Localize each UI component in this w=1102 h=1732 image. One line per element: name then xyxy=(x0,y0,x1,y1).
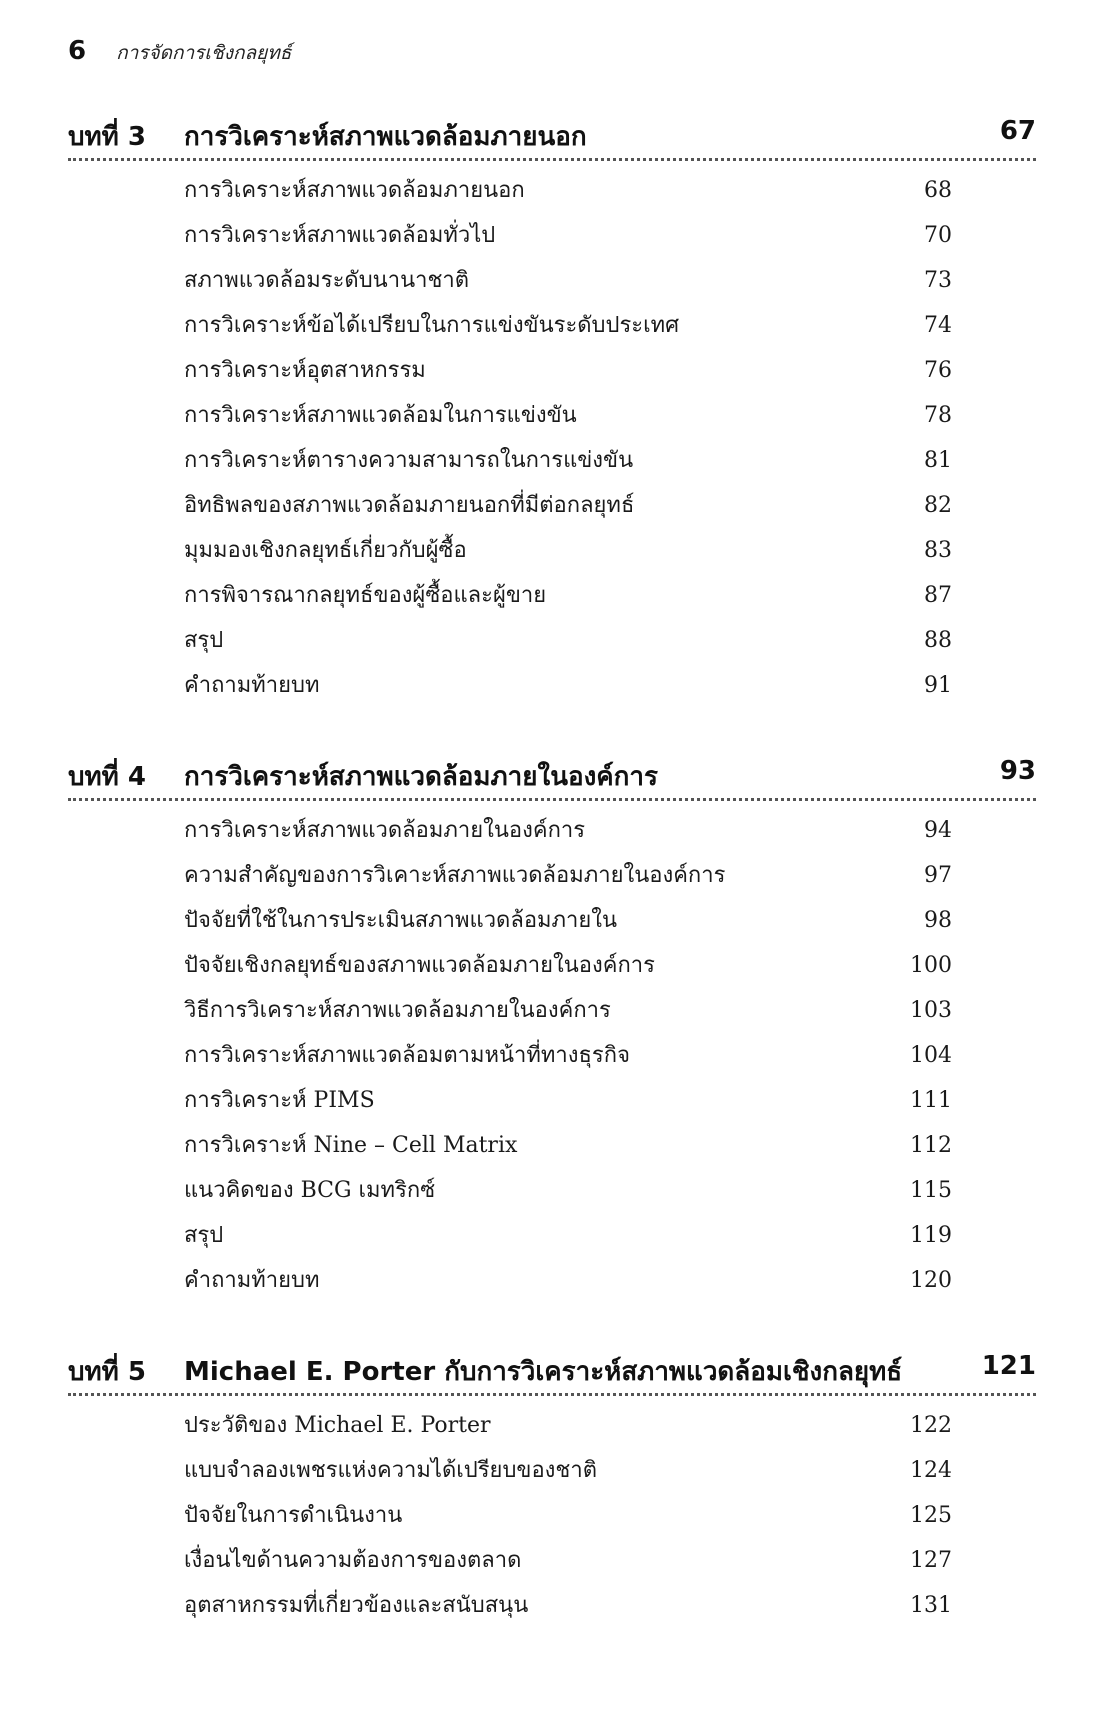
entry-title: การวิเคราะห์อุตสาหกรรม xyxy=(184,358,426,383)
entry-title: อิทธิพลของสภาพแวดล้อมภายนอกที่มีต่อกลยุทธ์ xyxy=(184,493,635,518)
entry-title: การวิเคราะห์สภาพแวดล้อมภายในองค์การ xyxy=(184,818,586,843)
entry-page: 91 xyxy=(924,673,952,698)
entry-page: 120 xyxy=(910,1268,952,1293)
toc-entry[interactable] xyxy=(184,491,952,536)
entry-page: 124 xyxy=(910,1458,952,1483)
toc-entry[interactable] xyxy=(184,446,952,491)
entry-page: 100 xyxy=(910,953,952,978)
entry-page: 115 xyxy=(910,1178,952,1203)
chapter-3 xyxy=(68,116,1036,698)
chapter-5 xyxy=(68,1351,1036,1618)
toc-entry[interactable] xyxy=(184,1266,952,1311)
entry-title: สภาพแวดล้อมระดับนานาชาติ xyxy=(184,268,470,293)
entry-title: แนวคิดของ BCG เมทริกซ์ xyxy=(184,1178,436,1203)
chapter-label: บทที่ 5 xyxy=(68,1357,146,1387)
entry-title: การวิเคราะห์ตารางความสามารถในการแข่งขัน xyxy=(184,448,634,473)
toc-entry[interactable] xyxy=(184,816,952,861)
chapter-4 xyxy=(68,756,1036,1293)
toc-entry[interactable] xyxy=(184,626,952,671)
page-number: 6 xyxy=(68,36,87,66)
entry-page: 78 xyxy=(924,403,952,428)
dotted-rule xyxy=(68,1393,1036,1396)
toc-entry[interactable] xyxy=(184,536,952,581)
entry-title: การวิเคราะห์ Nine – Cell Matrix xyxy=(184,1133,518,1158)
toc-entry[interactable] xyxy=(184,221,952,266)
dotted-rule xyxy=(68,158,1036,161)
toc-entry[interactable] xyxy=(184,1176,952,1221)
entry-page: 87 xyxy=(924,583,952,608)
entry-title: ประวัติของ Michael E. Porter xyxy=(184,1413,491,1438)
entry-title: การวิเคราะห์ PIMS xyxy=(184,1088,375,1113)
entry-page: 127 xyxy=(910,1548,952,1573)
entry-title: ปัจจัยที่ใช้ในการประเมินสภาพแวดล้อมภายใน xyxy=(184,908,618,933)
toc-entry[interactable] xyxy=(184,1221,952,1266)
entry-page: 83 xyxy=(924,538,952,563)
entry-page: 81 xyxy=(924,448,952,473)
entry-title: การวิเคราะห์สภาพแวดล้อมทั่วไป xyxy=(184,223,496,248)
toc-entry[interactable] xyxy=(184,581,952,626)
toc-entry[interactable] xyxy=(184,356,952,401)
entry-title: เงื่อนไขด้านความต้องการของตลาด xyxy=(184,1548,522,1573)
entry-title: แบบจำลองเพชรแห่งความได้เปรียบของชาติ xyxy=(184,1458,597,1483)
entry-page: 74 xyxy=(924,313,952,338)
toc-entry[interactable] xyxy=(184,401,952,446)
entry-page: 112 xyxy=(910,1133,952,1158)
toc-entry[interactable] xyxy=(184,1591,952,1636)
toc-entry[interactable] xyxy=(184,861,952,906)
entry-list xyxy=(184,1411,952,1636)
entry-title: ความสำคัญของการวิเคาะห์สภาพแวดล้อมภายในองค์การ xyxy=(184,863,726,888)
toc-entry[interactable] xyxy=(184,1501,952,1546)
entry-title: สรุป xyxy=(184,1223,224,1248)
chapter-title[interactable]: การวิเคราะห์สภาพแวดล้อมภายในองค์การ xyxy=(184,762,658,792)
entry-title: สรุป xyxy=(184,628,224,653)
toc-entry[interactable] xyxy=(184,1041,952,1086)
toc-entry[interactable] xyxy=(184,266,952,311)
entry-list xyxy=(184,816,952,1311)
entry-title: การวิเคราะห์สภาพแวดล้อมภายนอก xyxy=(184,178,525,203)
entry-page: 119 xyxy=(910,1223,952,1248)
entry-page: 88 xyxy=(924,628,952,653)
entry-title: การวิเคราะห์สภาพแวดล้อมในการแข่งขัน xyxy=(184,403,577,428)
toc-entry[interactable] xyxy=(184,951,952,996)
entry-title: คำถามท้ายบท xyxy=(184,1268,320,1293)
chapter-heading xyxy=(68,116,1036,156)
page-header xyxy=(68,36,291,68)
entry-page: 98 xyxy=(924,908,952,933)
entry-page: 94 xyxy=(924,818,952,843)
toc-entry[interactable] xyxy=(184,1131,952,1176)
entry-title: การวิเคราะห์ข้อได้เปรียบในการแข่งขันระดับประเทศ xyxy=(184,313,680,338)
entry-title: การวิเคราะห์สภาพแวดล้อมตามหน้าที่ทางธุรกิจ xyxy=(184,1043,630,1068)
entry-title: คำถามท้ายบท xyxy=(184,673,320,698)
chapter-label: บทที่ 3 xyxy=(68,122,146,152)
entry-page: 104 xyxy=(910,1043,952,1068)
entry-page: 76 xyxy=(924,358,952,383)
chapter-page: 67 xyxy=(999,116,1036,146)
chapter-label: บทที่ 4 xyxy=(68,762,146,792)
running-title: การจัดการเชิงกลยุทธ์ xyxy=(116,42,292,64)
entry-page: 97 xyxy=(924,863,952,888)
toc-entry[interactable] xyxy=(184,1086,952,1131)
toc-entry[interactable] xyxy=(184,1456,952,1501)
entry-page: 111 xyxy=(910,1088,952,1113)
entry-page: 125 xyxy=(910,1503,952,1528)
toc-entry[interactable] xyxy=(184,1546,952,1591)
entry-title: อุตสาหกรรมที่เกี่ยวข้องและสนับสนุน xyxy=(184,1593,529,1618)
entry-title: ปัจจัยในการดำเนินงาน xyxy=(184,1503,403,1528)
entry-title: มุมมองเชิงกลยุทธ์เกี่ยวกับผู้ซื้อ xyxy=(184,538,467,563)
chapter-title[interactable]: Michael E. Porter กับการวิเคราะห์สภาพแวดล้อมเชิงกลยุทธ์ xyxy=(184,1357,903,1387)
toc-entry[interactable] xyxy=(184,1411,952,1456)
entry-page: 70 xyxy=(924,223,952,248)
chapter-page: 121 xyxy=(981,1351,1036,1381)
entry-title: ปัจจัยเชิงกลยุทธ์ของสภาพแวดล้อมภายในองค์การ xyxy=(184,953,655,978)
chapter-title[interactable]: การวิเคราะห์สภาพแวดล้อมภายนอก xyxy=(184,122,587,152)
chapter-heading xyxy=(68,1351,1036,1391)
toc-entry[interactable] xyxy=(184,311,952,356)
entry-page: 82 xyxy=(924,493,952,518)
entry-page: 73 xyxy=(924,268,952,293)
entry-page: 122 xyxy=(910,1413,952,1438)
chapter-heading xyxy=(68,756,1036,796)
toc-entry[interactable] xyxy=(184,671,952,716)
entry-page: 103 xyxy=(910,998,952,1023)
entry-title: วิธีการวิเคราะห์สภาพแวดล้อมภายในองค์การ xyxy=(184,998,611,1023)
toc-entry[interactable] xyxy=(184,906,952,951)
entry-page: 131 xyxy=(910,1593,952,1618)
toc-entry[interactable] xyxy=(184,176,952,221)
toc-entry[interactable] xyxy=(184,996,952,1041)
entry-list xyxy=(184,176,952,716)
entry-page: 68 xyxy=(924,178,952,203)
chapter-page: 93 xyxy=(999,756,1036,786)
entry-title: การพิจารณากลยุทธ์ของผู้ซื้อและผู้ขาย xyxy=(184,583,547,608)
dotted-rule xyxy=(68,798,1036,801)
